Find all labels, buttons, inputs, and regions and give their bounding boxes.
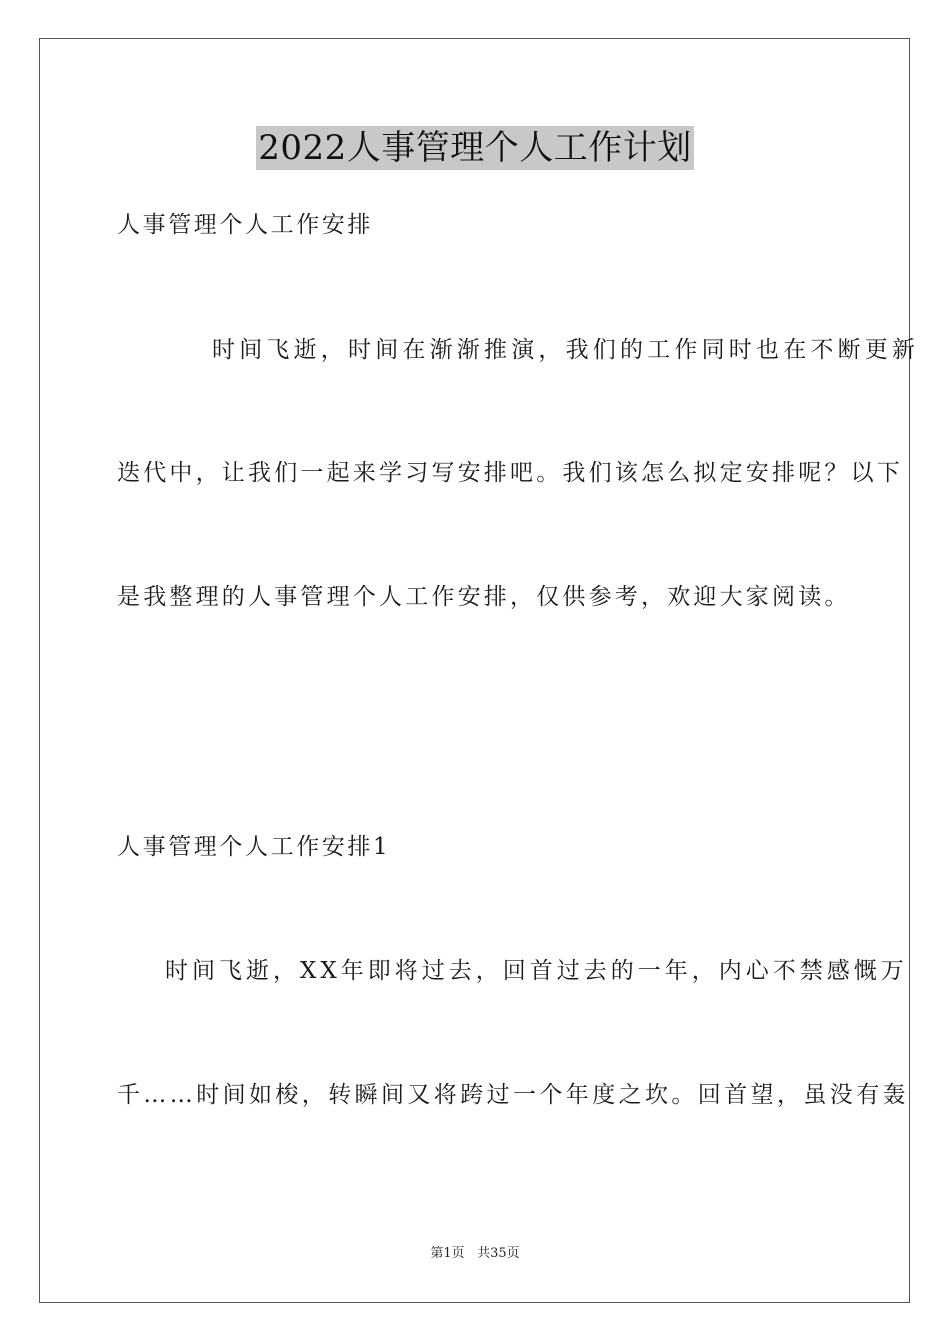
section1-line-1: 时间飞逝，XX年即将过去，回首过去的一年，内心不禁感慨万	[165, 958, 908, 984]
section-heading: 人事管理个人工作安排1	[117, 834, 391, 860]
intro-line-2: 迭代中，让我们一起来学习写安排吧。我们该怎么拟定安排呢？以下	[117, 460, 903, 486]
document-title: 2022人事管理个人工作计划	[258, 128, 692, 168]
page-total: 共35页	[477, 1246, 520, 1261]
title-container	[0, 126, 950, 170]
page-footer	[0, 1245, 950, 1263]
section1-line-2: 千……时间如梭，转瞬间又将跨过一个年度之坎。回首望，虽没有轰	[117, 1082, 909, 1108]
document-subtitle: 人事管理个人工作安排	[117, 212, 373, 238]
intro-line-3: 是我整理的人事管理个人工作安排，仅供参考，欢迎大家阅读。	[117, 584, 851, 610]
page-number: 第1页	[430, 1246, 465, 1261]
intro-line-1: 时间飞逝，时间在渐渐推演，我们的工作同时也在不断更新	[212, 337, 920, 363]
